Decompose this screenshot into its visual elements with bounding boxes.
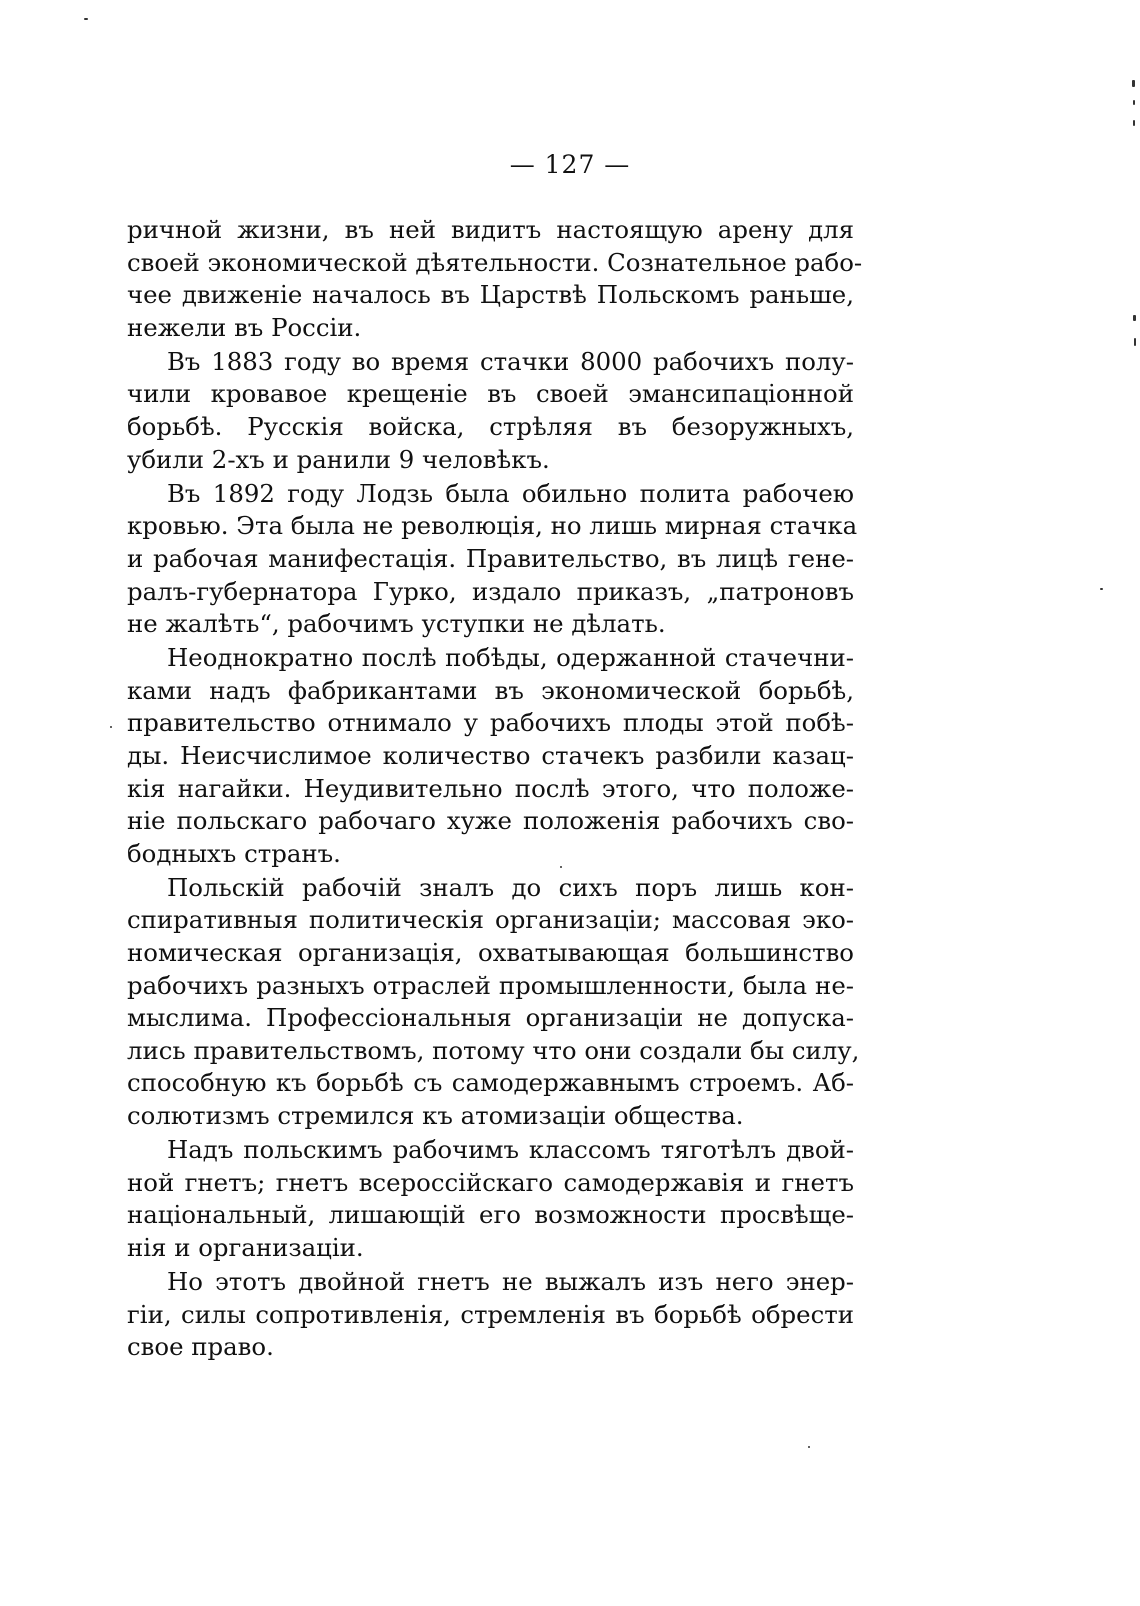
text-line: ніе польскаго рабочаго хуже положенія рабочихъ сво-	[127, 806, 854, 836]
text-line: Надъ польскимъ рабочимъ классомъ тяготѣлъ двой-	[167, 1135, 854, 1165]
text-line: Но этотъ двойной гнетъ не выжалъ изъ него энер-	[167, 1267, 854, 1296]
text-line: нежели въ Россіи.	[127, 312, 362, 342]
scan-speck	[1133, 315, 1136, 321]
text-line: бодныхъ странъ.	[127, 838, 341, 868]
text-line: Польскій рабочій зналъ до сихъ поръ лишь кон-	[167, 872, 854, 902]
scan-speck	[84, 18, 88, 20]
text-line: ками надъ фабрикантами въ экономической борьбѣ,	[127, 675, 854, 705]
text-line: спиративныя политическія организаціи; массовая эко-	[127, 905, 854, 935]
scan-speck	[1133, 100, 1135, 105]
page-number: — 127 —	[509, 150, 631, 179]
scan-speck	[1132, 80, 1135, 87]
paragraph-6	[127, 1134, 854, 1264]
scan-speck	[560, 866, 562, 868]
scan-speck	[1134, 338, 1136, 346]
body-text	[127, 214, 863, 1364]
text-line: лись правительствомъ, потому что они создали бы силу,	[127, 1035, 860, 1065]
scan-speck	[808, 1446, 810, 1448]
text-line: рабочихъ разныхъ отраслей промышленности, была не-	[127, 970, 854, 1000]
text-line: не жалѣть“, рабочимъ уступки не дѣлать.	[127, 609, 666, 639]
text-line: кія нагайки. Неудивительно послѣ этого, что положе-	[127, 773, 854, 803]
text-line: борьбѣ. Русскія войска, стрѣляя въ безоружныхъ,	[127, 412, 854, 442]
text-line: кровью. Эта была не революція, но лишь мирная стачка	[127, 511, 858, 541]
scan-speck	[1100, 588, 1103, 590]
text-line: Въ 1883 году во время стачки 8000 рабочихъ полу-	[167, 346, 854, 376]
text-line: Въ 1892 году Лодзь была обильно полита рабочею	[167, 478, 854, 508]
text-line: національный, лишающій его возможности просвѣще-	[127, 1200, 854, 1230]
text-line: ралъ-губернатора Гурко, издало приказъ, „патроновъ	[127, 576, 854, 606]
text-line: чили кровавое крещеніе въ своей эмансипаціонной	[127, 379, 854, 409]
text-line: свое право.	[127, 1332, 274, 1362]
paragraph-5	[127, 872, 860, 1133]
text-line: гіи, силы сопротивленія, стремленія въ борьбѣ обрести	[127, 1299, 854, 1329]
text-line: мыслима. Профессіональныя организаціи не допуска-	[127, 1003, 854, 1033]
scan-speck	[1133, 120, 1135, 126]
text-line: своей экономической дѣятельности. Сознательное рабо-	[127, 247, 863, 277]
text-line: солютизмъ стремился къ атомизаціи общества.	[127, 1101, 744, 1131]
text-line: ной гнетъ; гнетъ всероссійскаго самодержавія и гнетъ	[127, 1167, 854, 1197]
text-line: убили 2-хъ и ранили 9 человѣкъ.	[127, 444, 550, 474]
text-line: нія и организаціи.	[127, 1232, 364, 1262]
text-line: ричной жизни, въ ней видитъ настоящую арену для	[127, 215, 854, 244]
paragraph-2	[127, 346, 854, 476]
text-line: способную къ борьбѣ съ самодержавнымъ строемъ. Аб-	[127, 1068, 854, 1098]
text-line: чее движеніе началось въ Царствѣ Польскомъ раньше,	[127, 280, 854, 310]
text-line: ды. Неисчислимое количество стачекъ разбили казац-	[127, 741, 854, 770]
paragraph-7	[127, 1266, 854, 1364]
paragraph-4	[127, 642, 854, 870]
text-line: и рабочая манифестація. Правительство, въ лицѣ гене-	[127, 543, 854, 573]
paragraph-3	[127, 478, 858, 641]
text-line: номическая организація, охватывающая большинство	[127, 938, 854, 968]
text-line: правительство отнимало у рабочихъ плоды этой побѣ-	[127, 708, 854, 738]
paragraph-1	[127, 214, 863, 344]
scan-speck	[110, 726, 112, 728]
text-line: Неоднократно послѣ побѣды, одержанной стачечни-	[167, 643, 854, 673]
